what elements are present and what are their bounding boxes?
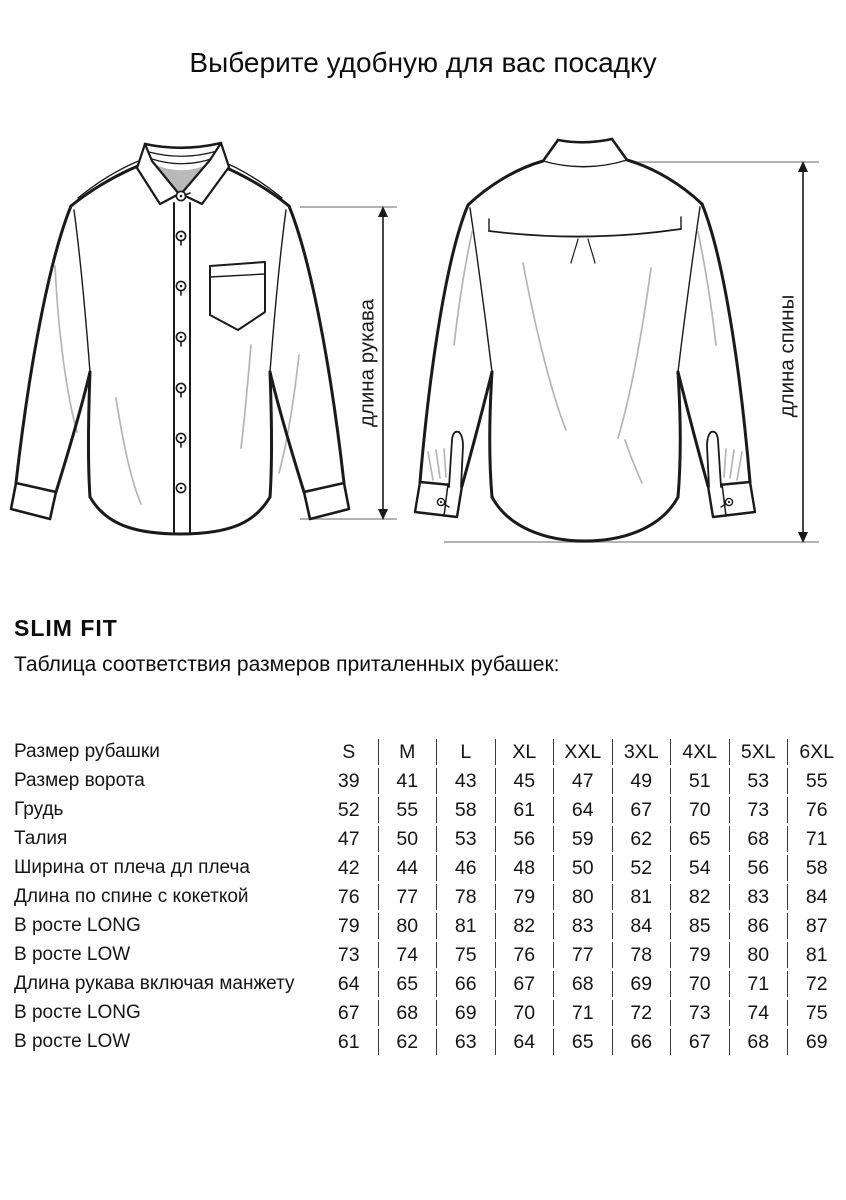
- size-value-cell: 76: [337, 885, 360, 908]
- row-label: Талия: [14, 828, 68, 849]
- size-value-cell: 82: [495, 913, 554, 939]
- size-table-row: [14, 855, 846, 881]
- size-value-cell: 68: [378, 1000, 437, 1026]
- size-value-cell: 66: [612, 1029, 671, 1055]
- size-value-cell: 70: [670, 971, 729, 997]
- back-collar: [543, 139, 627, 161]
- size-value-cell: 73: [729, 797, 788, 823]
- size-value-cell: 70: [495, 1000, 554, 1026]
- size-value-cell: 80: [378, 913, 437, 939]
- size-value-cell: 84: [787, 884, 846, 910]
- row-label: В росте LOW: [14, 944, 131, 965]
- size-value-cell: 62: [612, 826, 671, 852]
- size-value-cell: 50: [553, 855, 612, 881]
- size-value-cell: 71: [553, 1000, 612, 1026]
- size-value-cell: 52: [337, 798, 360, 821]
- size-value-cell: 70: [670, 797, 729, 823]
- size-value-cell: 65: [553, 1029, 612, 1055]
- size-value-cell: 59: [553, 826, 612, 852]
- row-label: Длина по спине с кокеткой: [14, 886, 249, 907]
- size-value-cell: 39: [337, 769, 360, 792]
- row-label: Ширина от плеча дл плеча: [14, 857, 250, 878]
- front-pocket: [210, 262, 265, 330]
- size-value-cell: 67: [495, 971, 554, 997]
- shirt-back-drawing: [415, 139, 755, 541]
- size-value-cell: 72: [612, 1000, 671, 1026]
- back-cuff-buttons: [437, 498, 732, 507]
- size-table-row: [14, 971, 846, 997]
- size-value-cell: 87: [787, 913, 846, 939]
- size-table-row: [14, 884, 846, 910]
- size-value-cell: 64: [495, 1029, 554, 1055]
- size-value-cell: 73: [337, 943, 360, 966]
- size-value-cell: 58: [787, 855, 846, 881]
- back-length-label: длина спины: [775, 294, 799, 418]
- size-table-row: [14, 797, 846, 823]
- size-value-cell: 69: [436, 1000, 495, 1026]
- size-table-row: [14, 1000, 846, 1026]
- size-value-cell: 62: [378, 1029, 437, 1055]
- size-value-cell: 43: [436, 768, 495, 794]
- size-value-cell: 77: [553, 942, 612, 968]
- fit-heading: SLIM FIT: [14, 615, 118, 641]
- size-value-cell: 56: [495, 826, 554, 852]
- size-value-cell: 83: [729, 884, 788, 910]
- size-value-cell: 50: [378, 826, 437, 852]
- column-header-cell: XL: [495, 739, 554, 765]
- size-value-cell: 67: [670, 1029, 729, 1055]
- size-value-cell: 71: [729, 971, 788, 997]
- size-value-cell: 41: [378, 768, 437, 794]
- size-value-cell: 48: [495, 855, 554, 881]
- column-header-cell: L: [436, 739, 495, 765]
- back-length-arrow: [775, 161, 808, 543]
- size-table-header-row: [14, 739, 846, 765]
- size-value-cell: 69: [612, 971, 671, 997]
- row-label: Размер ворота: [14, 770, 145, 791]
- size-value-cell: 55: [787, 768, 846, 794]
- size-value-cell: 72: [787, 971, 846, 997]
- sleeve-length-label: длина рукава: [355, 298, 379, 428]
- fit-subheading: Таблица соответствия размеров приталенных рубашек:: [14, 653, 560, 676]
- size-value-cell: 54: [670, 855, 729, 881]
- size-value-cell: 66: [436, 971, 495, 997]
- row-label: В росте LONG: [14, 915, 141, 936]
- size-value-cell: 75: [787, 1000, 846, 1026]
- size-value-cell: 68: [553, 971, 612, 997]
- column-header-cell: 4XL: [670, 739, 729, 765]
- size-value-cell: 76: [495, 942, 554, 968]
- size-value-cell: 46: [436, 855, 495, 881]
- size-value-cell: 85: [670, 913, 729, 939]
- size-value-cell: 49: [612, 768, 671, 794]
- sleeve-length-arrow: [355, 206, 388, 520]
- size-value-cell: 67: [337, 1001, 360, 1024]
- size-value-cell: 76: [787, 797, 846, 823]
- size-value-cell: 68: [729, 1029, 788, 1055]
- page-title: Выберите удобную для вас посадку: [189, 47, 657, 78]
- size-value-cell: 53: [436, 826, 495, 852]
- size-value-cell: 82: [670, 884, 729, 910]
- size-value-cell: 78: [436, 884, 495, 910]
- size-value-cell: 84: [612, 913, 671, 939]
- size-value-cell: 77: [378, 884, 437, 910]
- size-value-cell: 86: [729, 913, 788, 939]
- row-label: В росте LOW: [14, 1031, 131, 1052]
- size-value-cell: 64: [553, 797, 612, 823]
- size-value-cell: 63: [436, 1029, 495, 1055]
- row-label: Размер рубашки: [14, 741, 160, 762]
- size-table-row: [14, 768, 846, 794]
- row-label: Грудь: [14, 799, 64, 820]
- size-table-row: [14, 826, 846, 852]
- size-value-cell: 79: [670, 942, 729, 968]
- size-value-cell: 55: [378, 797, 437, 823]
- size-value-cell: 45: [495, 768, 554, 794]
- size-value-cell: 64: [337, 972, 360, 995]
- size-table-row: [14, 942, 846, 968]
- size-value-cell: 67: [612, 797, 671, 823]
- shirt-front-drawing: [11, 143, 349, 534]
- size-value-cell: 74: [729, 1000, 788, 1026]
- column-header-cell: 6XL: [787, 739, 846, 765]
- size-value-cell: 81: [787, 942, 846, 968]
- size-table-row: [14, 913, 846, 939]
- size-value-cell: 75: [436, 942, 495, 968]
- row-label: Длина рукава включая манжету: [14, 973, 295, 994]
- column-header-cell: 5XL: [729, 739, 788, 765]
- size-value-cell: 42: [337, 856, 360, 879]
- size-value-cell: 79: [495, 884, 554, 910]
- size-value-cell: 78: [612, 942, 671, 968]
- size-value-cell: 61: [495, 797, 554, 823]
- size-value-cell: 80: [553, 884, 612, 910]
- front-buttons: [176, 191, 190, 492]
- size-value-cell: 79: [337, 914, 360, 937]
- row-label: В росте LONG: [14, 1002, 141, 1023]
- size-value-cell: 44: [378, 855, 437, 881]
- size-value-cell: 69: [787, 1029, 846, 1055]
- size-value-cell: 65: [670, 826, 729, 852]
- size-value-cell: 47: [337, 827, 360, 850]
- size-value-cell: 74: [378, 942, 437, 968]
- size-value-cell: 58: [436, 797, 495, 823]
- size-value-cell: 52: [612, 855, 671, 881]
- size-value-cell: 83: [553, 913, 612, 939]
- size-value-cell: 81: [612, 884, 671, 910]
- size-value-cell: 61: [337, 1030, 360, 1053]
- column-header-cell: M: [378, 739, 437, 765]
- size-value-cell: 81: [436, 913, 495, 939]
- size-value-cell: 51: [670, 768, 729, 794]
- size-value-cell: 68: [729, 826, 788, 852]
- size-table-row: [14, 1029, 846, 1055]
- column-header-cell: 3XL: [612, 739, 671, 765]
- size-value-cell: 71: [787, 826, 846, 852]
- size-value-cell: 80: [729, 942, 788, 968]
- size-value-cell: 56: [729, 855, 788, 881]
- size-value-cell: 73: [670, 1000, 729, 1026]
- column-header-cell: XXL: [553, 739, 612, 765]
- size-value-cell: 53: [729, 768, 788, 794]
- size-table: [14, 736, 846, 1058]
- size-value-cell: 47: [553, 768, 612, 794]
- column-header-cell: S: [342, 740, 356, 763]
- size-value-cell: 65: [378, 971, 437, 997]
